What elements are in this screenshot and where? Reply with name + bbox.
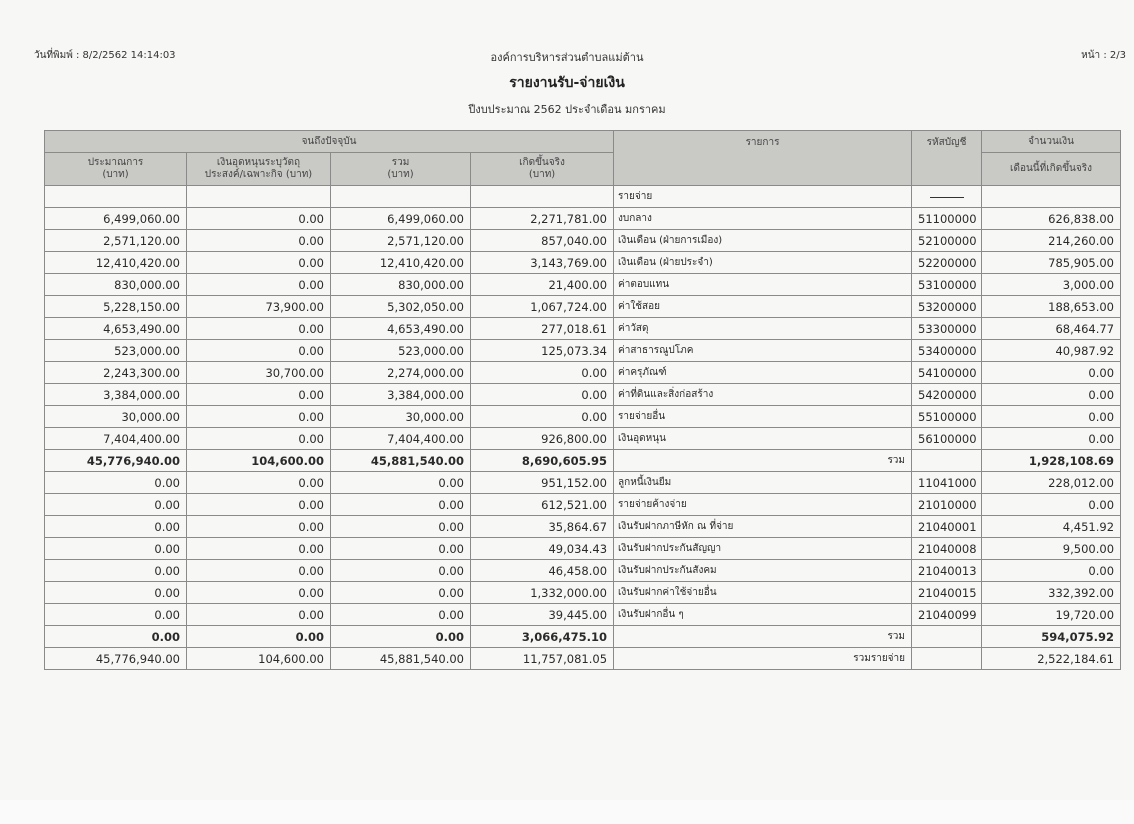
subsidy-cell: 0.00 [187,274,331,296]
grand-total-row [45,648,1121,670]
actual-cell: 0.00 [471,384,614,406]
item-cell: เงินเดือน (ฝ่ายประจำ) [614,252,912,274]
item-cell: งบกลาง [614,208,912,230]
table-row [45,560,1121,582]
section-label: รายจ่าย [614,186,912,208]
actual-cell: 0.00 [471,362,614,384]
item-cell: ค่าครุภัณฑ์ [614,362,912,384]
account-code-cell: 52100000 [912,230,982,252]
item-cell: ลูกหนี้เงินยืม [614,472,912,494]
sum-cell: 0.00 [331,494,471,516]
sum-cell: 45,881,540.00 [331,648,471,670]
amount-cell: 214,260.00 [982,230,1121,252]
amount-cell: 1,928,108.69 [982,450,1121,472]
subsidy-cell: 0.00 [187,472,331,494]
actual-cell: 35,864.67 [471,516,614,538]
item-cell: เงินรับฝากประกันสัญญา [614,538,912,560]
account-code-cell: 54100000 [912,362,982,384]
amount-cell: 785,905.00 [982,252,1121,274]
budget-cell: 0.00 [45,472,187,494]
table-row [45,318,1121,340]
account-code-cell: 21010000 [912,494,982,516]
header-subsidy: เงินอุดหนุนระบุวัตถุ ประสงค์/เฉพาะกิจ (บาท) [187,153,331,186]
actual-cell: 277,018.61 [471,318,614,340]
report-subtitle: ปีงบประมาณ 2562 ประจำเดือน มกราคม [468,103,666,116]
header-item: รายการ [614,131,912,186]
sum-cell: 523,000.00 [331,340,471,362]
item-cell: รายจ่ายอื่น [614,406,912,428]
amount-cell: 0.00 [982,428,1121,450]
budget-cell: 5,228,150.00 [45,296,187,318]
table-row [45,494,1121,516]
actual-cell: 0.00 [471,406,614,428]
budget-cell: 3,384,000.00 [45,384,187,406]
budget-cell: 12,410,420.00 [45,252,187,274]
item-cell: เงินเดือน (ฝ่ายการเมือง) [614,230,912,252]
page-bottom-margin [0,800,1134,824]
account-code-cell: 21040001 [912,516,982,538]
amount-cell: 19,720.00 [982,604,1121,626]
item-cell: เงินอุดหนุน [614,428,912,450]
budget-cell: 2,243,300.00 [45,362,187,384]
amount-cell: 2,522,184.61 [982,648,1121,670]
amount-cell: 188,653.00 [982,296,1121,318]
sum-cell: 0.00 [331,626,471,648]
sum-cell: 830,000.00 [331,274,471,296]
sum-cell: 12,410,420.00 [331,252,471,274]
subsidy-cell: 0.00 [187,428,331,450]
sum-cell: 5,302,050.00 [331,296,471,318]
table-row [45,384,1121,406]
sum-cell: 30,000.00 [331,406,471,428]
page-number: หน้า : 2/3 [1081,50,1126,61]
amount-cell: 0.00 [982,362,1121,384]
budget-cell: 0.00 [45,538,187,560]
actual-cell: 49,034.43 [471,538,614,560]
account-code-cell: 51100000 [912,208,982,230]
account-code-cell: 53300000 [912,318,982,340]
subsidy-cell: 0.00 [187,208,331,230]
account-code-cell: 54200000 [912,384,982,406]
subsidy-cell: 0.00 [187,582,331,604]
subsidy-cell: 0.00 [187,626,331,648]
header-account-code: รหัสบัญชี [912,131,982,186]
amount-cell: 332,392.00 [982,582,1121,604]
table-row [45,428,1121,450]
table-row [45,296,1121,318]
actual-cell: 11,757,081.05 [471,648,614,670]
amount-cell: 626,838.00 [982,208,1121,230]
budget-cell: 0.00 [45,494,187,516]
section-row [45,186,1121,208]
subsidy-cell: 0.00 [187,494,331,516]
subsidy-cell: 104,600.00 [187,450,331,472]
amount-cell: 0.00 [982,560,1121,582]
account-code-cell [912,648,982,670]
amount-cell: 40,987.92 [982,340,1121,362]
sum-cell: 0.00 [331,538,471,560]
item-cell: เงินรับฝากภาษีหัก ณ ที่จ่าย [614,516,912,538]
amount-cell: 0.00 [982,494,1121,516]
sum-cell: 0.00 [331,516,471,538]
budget-cell: 0.00 [45,560,187,582]
budget-cell: 0.00 [45,582,187,604]
subsidy-cell: 0.00 [187,230,331,252]
total-label-cell: รวม [614,450,912,472]
actual-cell: 21,400.00 [471,274,614,296]
actual-cell: 857,040.00 [471,230,614,252]
table-row [45,582,1121,604]
budget-cell: 4,653,490.00 [45,318,187,340]
sum-cell: 0.00 [331,472,471,494]
header-to-date: จนถึงปัจจุบัน [45,131,614,153]
organization-name: องค์การบริหารส่วนตำบลแม่ต้าน [490,51,644,64]
sum-cell: 45,881,540.00 [331,450,471,472]
amount-cell: 4,451.92 [982,516,1121,538]
subsidy-cell: 0.00 [187,340,331,362]
budget-cell: 0.00 [45,604,187,626]
table-row [45,472,1121,494]
subsidy-cell: 73,900.00 [187,296,331,318]
table-row [45,230,1121,252]
header-actual: เกิดขึ้นจริง (บาท) [471,153,614,186]
actual-cell: 612,521.00 [471,494,614,516]
actual-cell: 951,152.00 [471,472,614,494]
sum-cell: 0.00 [331,582,471,604]
total-label-cell: รวมรายจ่าย [614,648,912,670]
actual-cell: 3,066,475.10 [471,626,614,648]
item-cell: ค่าใช้สอย [614,296,912,318]
sum-cell: 6,499,060.00 [331,208,471,230]
subsidy-cell: 0.00 [187,252,331,274]
account-code-cell [912,450,982,472]
subsidy-cell: 0.00 [187,560,331,582]
header-budget: ประมาณการ (บาท) [45,153,187,186]
header-amount-sub: เดือนนี้ที่เกิดขึ้นจริง [982,153,1121,186]
subsidy-cell: 0.00 [187,516,331,538]
amount-cell: 68,464.77 [982,318,1121,340]
account-code-cell: 53200000 [912,296,982,318]
subsidy-cell: 0.00 [187,318,331,340]
amount-cell: 0.00 [982,384,1121,406]
account-code-cell: 21040015 [912,582,982,604]
actual-cell: 1,067,724.00 [471,296,614,318]
item-cell: ค่าที่ดินและสิ่งก่อสร้าง [614,384,912,406]
budget-cell: 0.00 [45,516,187,538]
item-cell: ค่าตอบแทน [614,274,912,296]
account-code-cell: 53400000 [912,340,982,362]
actual-cell: 926,800.00 [471,428,614,450]
table-row [45,406,1121,428]
item-cell: เงินรับฝากค่าใช้จ่ายอื่น [614,582,912,604]
report-title: รายงานรับ-จ่ายเงิน [509,75,625,91]
amount-cell: 0.00 [982,406,1121,428]
amount-cell: 3,000.00 [982,274,1121,296]
budget-cell: 7,404,400.00 [45,428,187,450]
table-row [45,538,1121,560]
item-cell: ค่าวัสดุ [614,318,912,340]
actual-cell: 2,271,781.00 [471,208,614,230]
table-row [45,516,1121,538]
table-row [45,274,1121,296]
table-row [45,340,1121,362]
total-label-cell: รวม [614,626,912,648]
account-code-cell: 11041000 [912,472,982,494]
subsidy-cell: 30,700.00 [187,362,331,384]
actual-cell: 39,445.00 [471,604,614,626]
subsidy-cell: 0.00 [187,538,331,560]
sum-cell: 7,404,400.00 [331,428,471,450]
actual-cell: 46,458.00 [471,560,614,582]
budget-cell: 0.00 [45,626,187,648]
table-row [45,604,1121,626]
budget-cell: 30,000.00 [45,406,187,428]
table-row [45,208,1121,230]
subtotal-row [45,626,1121,648]
amount-cell: 594,075.92 [982,626,1121,648]
table-body [45,186,1121,670]
sum-cell: 0.00 [331,560,471,582]
account-code-cell: 21040013 [912,560,982,582]
account-code-cell: 21040099 [912,604,982,626]
account-code-cell: 55100000 [912,406,982,428]
sum-cell: 0.00 [331,604,471,626]
header-amount: จำนวนเงิน [982,131,1121,153]
sum-cell: 4,653,490.00 [331,318,471,340]
budget-cell: 45,776,940.00 [45,648,187,670]
sum-cell: 2,571,120.00 [331,230,471,252]
subsidy-cell: 0.00 [187,406,331,428]
account-code-cell: 53100000 [912,274,982,296]
budget-cell: 45,776,940.00 [45,450,187,472]
account-code-cell [912,626,982,648]
item-cell: รายจ่ายค้างจ่าย [614,494,912,516]
table-row [45,362,1121,384]
account-code-cell: 21040008 [912,538,982,560]
expense-table [44,130,1121,670]
sum-cell: 3,384,000.00 [331,384,471,406]
item-cell: เงินรับฝากประกันสังคม [614,560,912,582]
account-code-cell: 56100000 [912,428,982,450]
budget-cell: 2,571,120.00 [45,230,187,252]
table-row [45,252,1121,274]
account-code-cell: 52200000 [912,252,982,274]
amount-cell: 9,500.00 [982,538,1121,560]
subsidy-cell: 0.00 [187,604,331,626]
item-cell: ค่าสาธารณูปโภค [614,340,912,362]
sum-cell: 2,274,000.00 [331,362,471,384]
actual-cell: 125,073.34 [471,340,614,362]
budget-cell: 6,499,060.00 [45,208,187,230]
amount-cell: 228,012.00 [982,472,1121,494]
separator-line [930,197,964,198]
item-cell: เงินรับฝากอื่น ๆ [614,604,912,626]
header-sum: รวม (บาท) [331,153,471,186]
subsidy-cell: 0.00 [187,384,331,406]
actual-cell: 8,690,605.95 [471,450,614,472]
budget-cell: 830,000.00 [45,274,187,296]
budget-cell: 523,000.00 [45,340,187,362]
subsidy-cell: 104,600.00 [187,648,331,670]
actual-cell: 1,332,000.00 [471,582,614,604]
subtotal-row [45,450,1121,472]
print-date: วันที่พิมพ์ : 8/2/2562 14:14:03 [34,50,176,61]
actual-cell: 3,143,769.00 [471,252,614,274]
